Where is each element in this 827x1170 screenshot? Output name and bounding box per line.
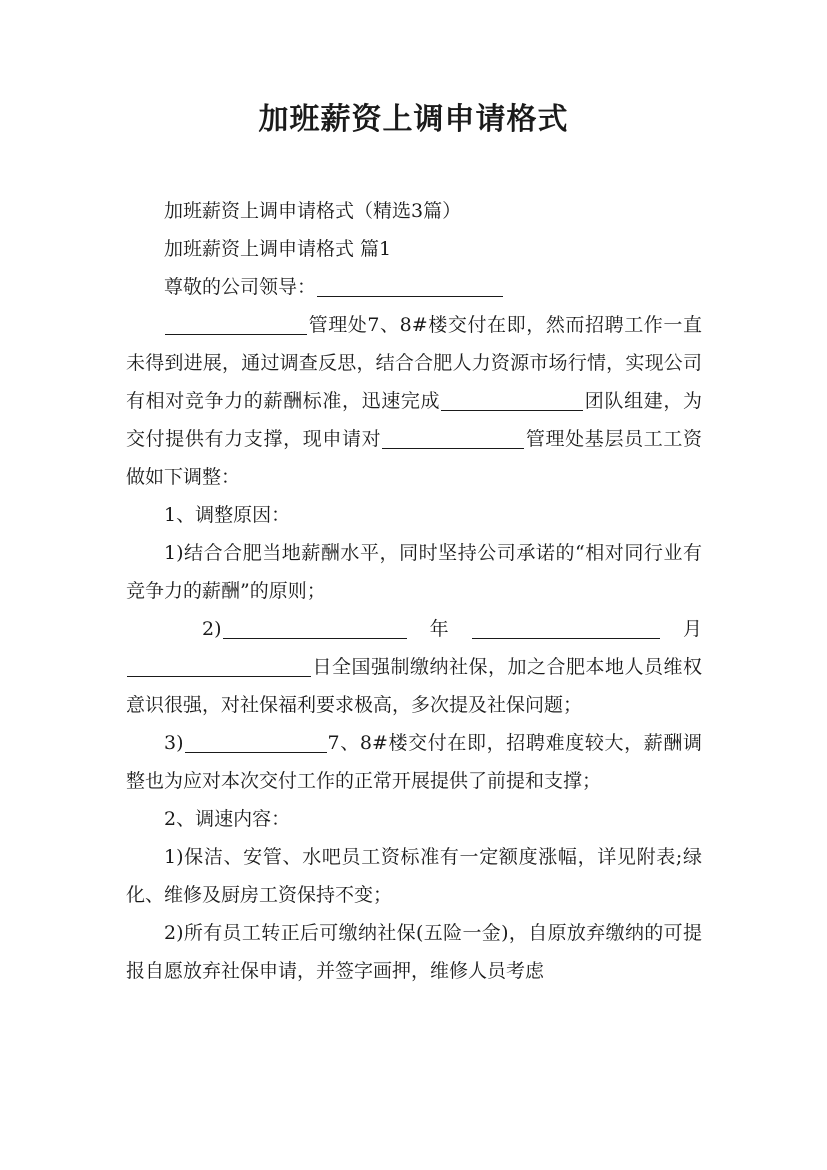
reason-3-text: 7、8#楼交付在即，招聘难度较大，薪酬调整也为应对本次交付工作的正常开展提供了前提和支撑； xyxy=(126,732,702,792)
intro-text-b: 团队组建，为交付提供有力支撑，现申请对 xyxy=(126,390,702,450)
reason-2-prefix: 2) xyxy=(202,618,222,640)
content-1-text: 1)保洁、安管、水吧员工资标准有一定额度涨幅，详见附表;绿化、维修及厨房工资保持不变； xyxy=(126,846,702,906)
intro-paragraph xyxy=(126,306,702,496)
subtitle-text: 加班薪资上调申请格式（精选3篇） xyxy=(164,200,462,222)
year-label: 年 xyxy=(425,618,453,640)
month-label: 月 xyxy=(678,618,702,640)
content-2-text: 2)所有员工转正后可缴纳社保(五险一金)，自原放弃缴纳的可提报自愿放弃社保申请，并签字画押，维修人员考虑 xyxy=(126,922,702,982)
reason-heading xyxy=(126,496,702,534)
fill-blank xyxy=(441,384,583,411)
fill-blank xyxy=(382,422,524,449)
article-heading-text: 加班薪资上调申请格式 篇1 xyxy=(164,238,392,260)
fill-blank xyxy=(127,650,311,677)
content-heading-text: 2、调速内容： xyxy=(164,808,291,830)
fill-blank xyxy=(472,612,660,639)
intro-text-c: 管理处基层员工工资做如下调整： xyxy=(126,428,702,488)
reason-3-prefix: 3) xyxy=(164,732,184,754)
fill-blank xyxy=(185,726,327,753)
page-title: 加班薪资上调申请格式 xyxy=(258,102,569,137)
subtitle-paragraph xyxy=(126,192,702,230)
fill-blank xyxy=(223,612,407,639)
content-heading xyxy=(126,800,702,838)
fill-blank xyxy=(165,308,307,335)
reason-3 xyxy=(126,724,702,800)
reason-1-text: 1)结合合肥当地薪酬水平，同时坚持公司承诺的“相对同行业有竞争力的薪酬”的原则； xyxy=(126,542,702,602)
reason-2 xyxy=(126,610,702,724)
content-2 xyxy=(126,914,702,990)
greeting-text: 尊敬的公司领导： xyxy=(164,276,317,298)
reason-1 xyxy=(126,534,702,610)
intro-text-a: 管理处7、8#楼交付在即，然而招聘工作一直未得到进展，通过调查反思，结合合肥人力资源市场行情，实现公司有相对竞争力的薪酬标准，迅速完成 xyxy=(126,314,702,412)
content-1 xyxy=(126,838,702,914)
fill-blank xyxy=(317,270,503,297)
reason-heading-text: 1、调整原因： xyxy=(164,504,291,526)
article-heading xyxy=(126,230,702,268)
document-body xyxy=(126,192,702,990)
greeting-paragraph xyxy=(126,268,702,306)
reason-2-text: 日全国强制缴纳社保，加之合肥本地人员维权意识很强，对社保福利要求极高，多次提及社保问题； xyxy=(126,656,702,716)
